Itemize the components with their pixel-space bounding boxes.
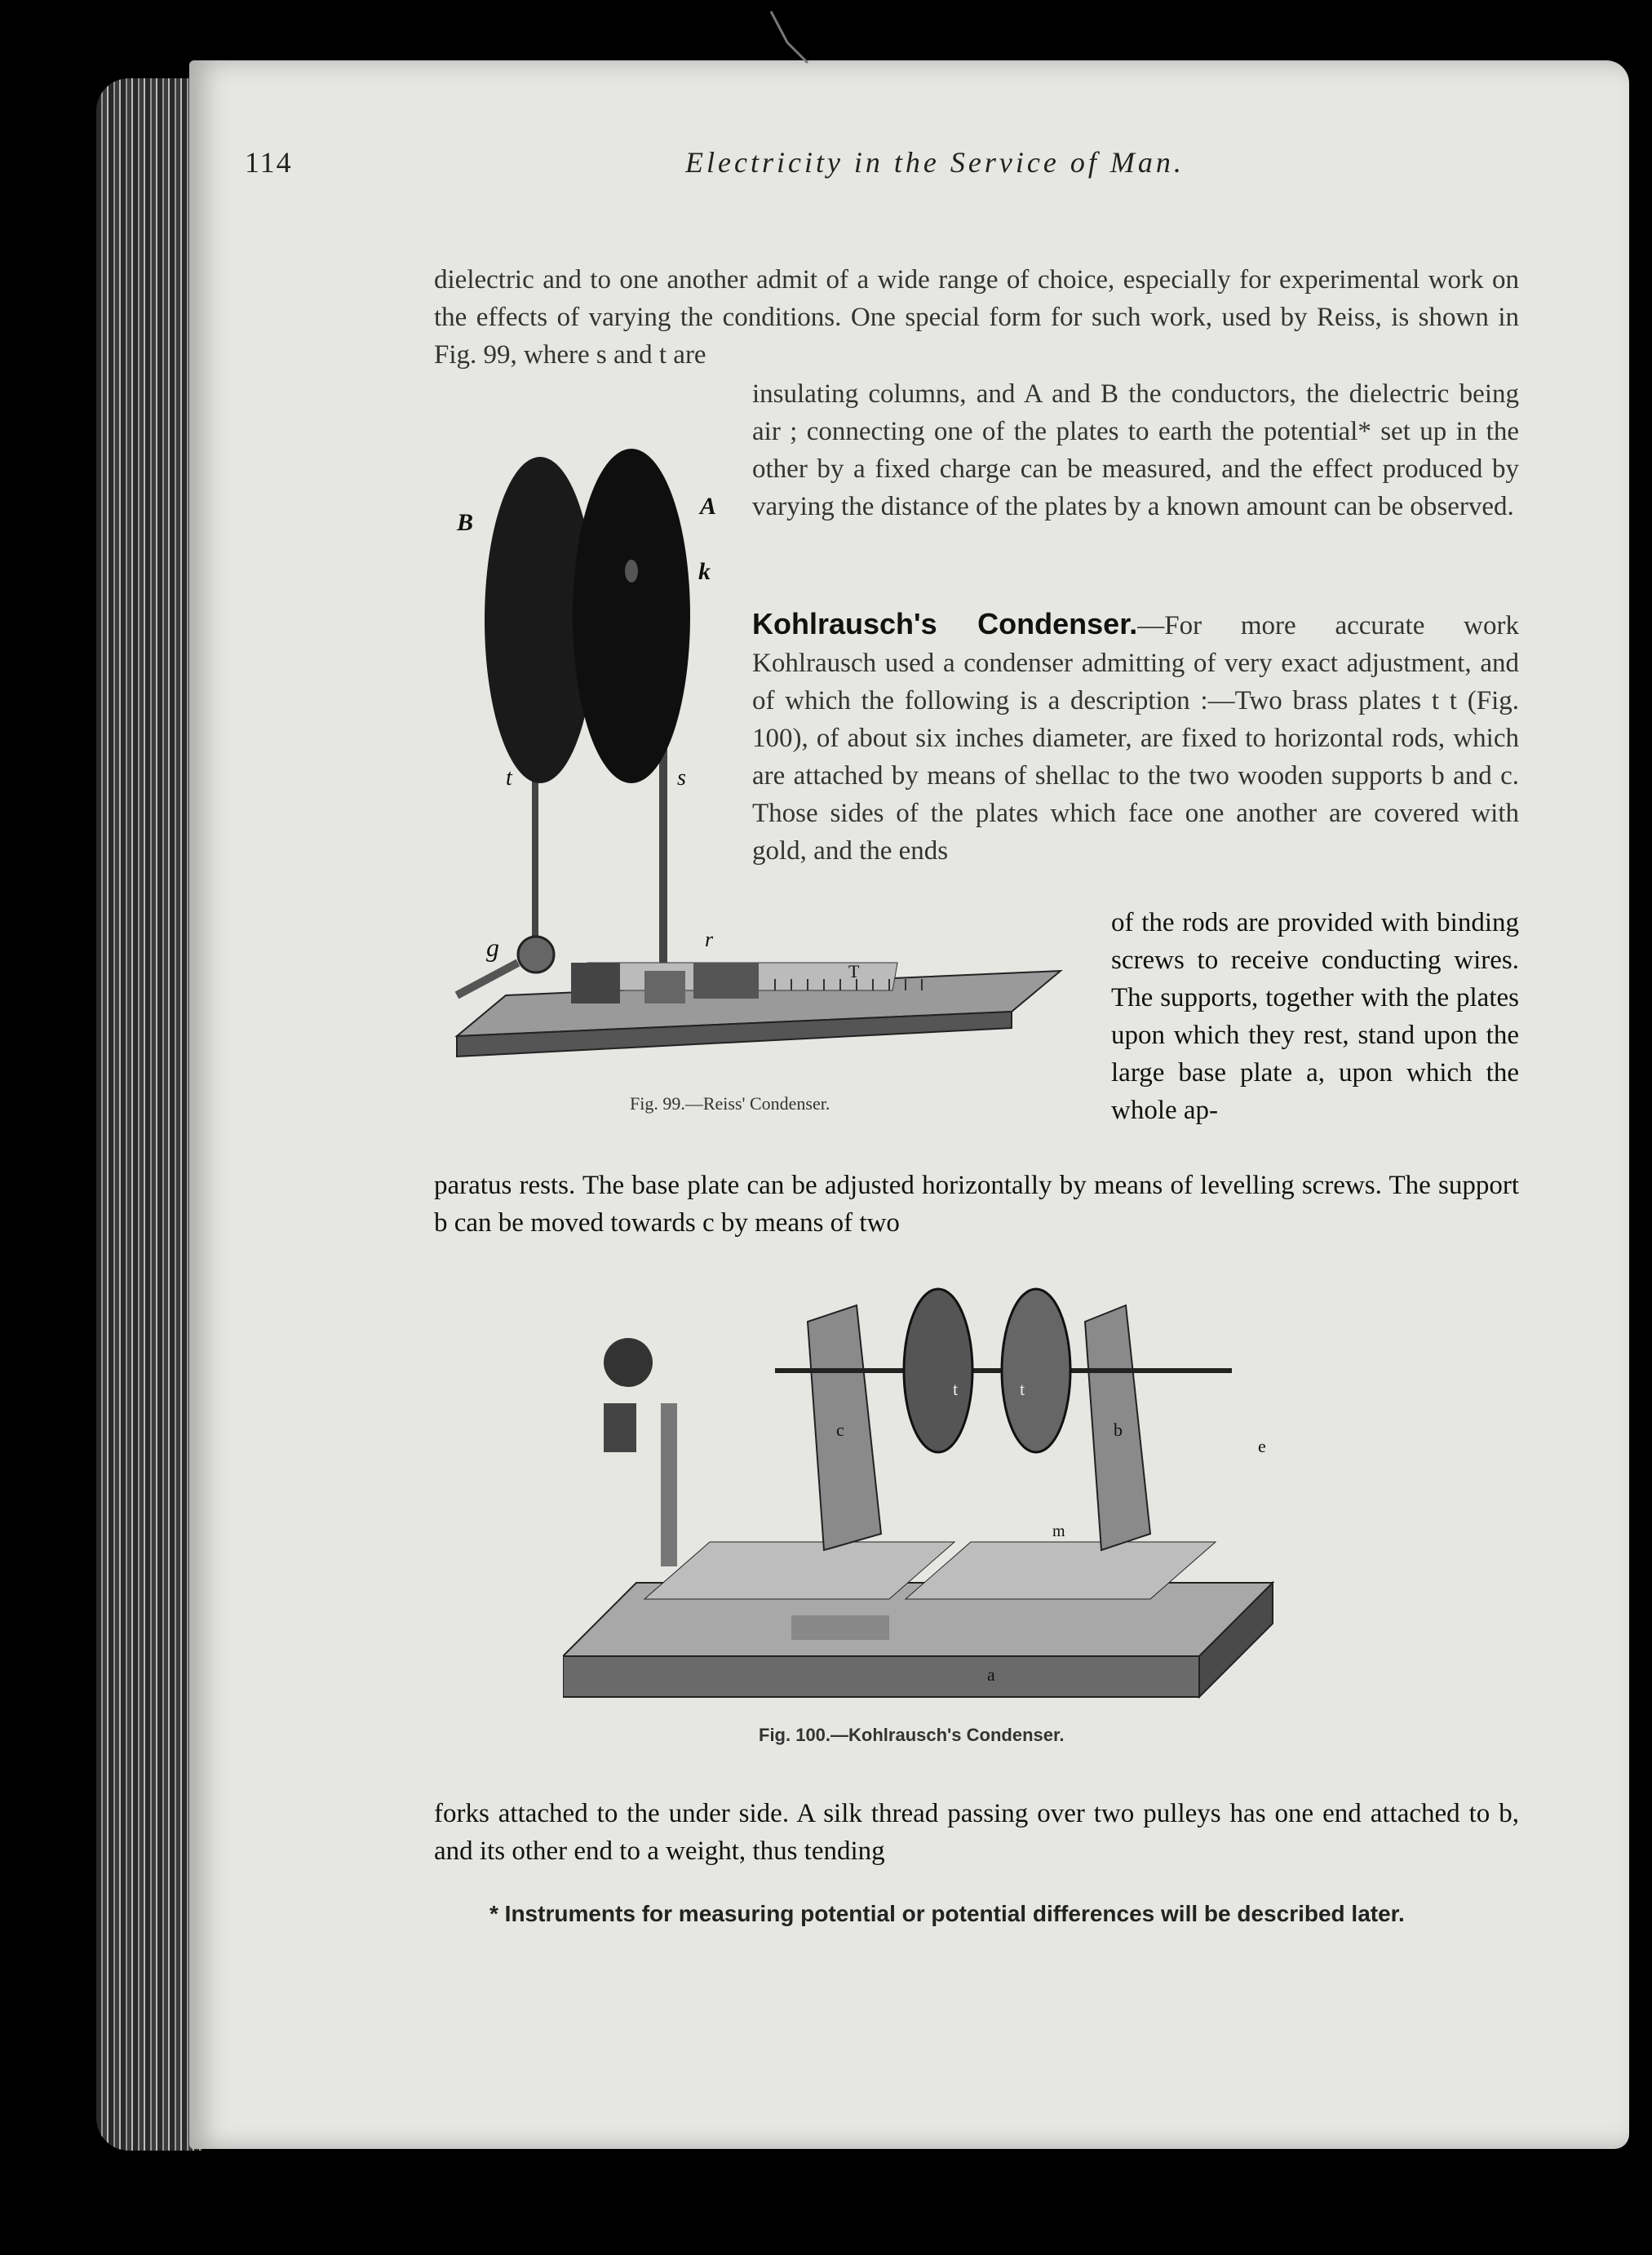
fig100-label-t2: t xyxy=(1020,1379,1025,1399)
fig99-label-r: r xyxy=(705,928,714,951)
fig100-label-e: e xyxy=(1258,1436,1266,1456)
fig99-label-k: k xyxy=(698,558,711,585)
fig99-label-s: s xyxy=(677,765,686,791)
figure-reiss-condenser xyxy=(441,408,1077,1093)
paragraph-supports: of the rods are provided with binding screws to receive conducting wires. The supports, together with the plates upon which they rest, stand upon the large base plate a, upon which the whole ap- xyxy=(1111,908,1519,1125)
fig100-label-b: b xyxy=(1114,1420,1123,1440)
book-binding-edge xyxy=(96,78,202,2151)
fig100-label-t1: t xyxy=(953,1379,959,1399)
fig99-label-t: t xyxy=(506,765,512,791)
fig99-label-g: g xyxy=(486,933,499,962)
running-head: Electricity in the Service of Man. xyxy=(685,146,1185,179)
paragraph-top: dielectric and to one another admit of a wide range of choice, especially for experimental work on the effects of varying the conditions. One special form for such work, used by Reiss, is shown in Fig. 99, where s and t are xyxy=(434,265,1519,370)
scan-mark xyxy=(767,10,816,67)
page-number: 114 xyxy=(245,146,293,179)
paragraph-reiss-description: insulating columns, and A and B the conductors, the dielectric being air ; connecting one of the plates to earth the potential* set up in the other by a fixed charge can be measured, and the effect produced by varying the distance of the plates by a known amount can be observed. xyxy=(752,379,1519,521)
fig100-label-a: a xyxy=(987,1664,995,1685)
fig100-caption: Fig. 100.—Kohlrausch's Condenser. xyxy=(759,1725,1065,1745)
paragraph-bottom: forks attached to the under side. A silk thread passing over two pulleys has one end attached to b, and its other end to a weight, thus tending xyxy=(434,1799,1519,1866)
fig100-label-m: m xyxy=(1052,1522,1065,1540)
figure-kohlrausch-condenser xyxy=(563,1273,1403,1721)
footnote: * Instruments for measuring potential or potential differences will be described later. xyxy=(489,1901,1405,1926)
fig100-label-c: c xyxy=(836,1420,844,1440)
paragraph-base-plate: paratus rests. The base plate can be adjusted horizontally by means of levelling screws. The support b can be moved towards c by means of two xyxy=(434,1171,1519,1238)
fig99-label-A: A xyxy=(700,493,717,520)
fig99-label-B: B xyxy=(457,509,474,536)
kohlrausch-text: —For more accurate work Kohlrausch used a condenser admitting of very exact adjustment, and of which the following is a description :—Two brass plates t t (Fig. 100), of about six inches diameter, are fixed to horizontal rods, which are attached by means of shellac to the two wooden supports b and c. Those sides of the plates which face one another are covered with gold, and the ends xyxy=(752,611,1519,866)
fig99-caption: Fig. 99.—Reiss' Condenser. xyxy=(630,1093,830,1114)
fig99-label-T: T xyxy=(848,961,860,981)
section-heading-kohlrausch: Kohlrausch's Condenser. xyxy=(752,607,1138,640)
